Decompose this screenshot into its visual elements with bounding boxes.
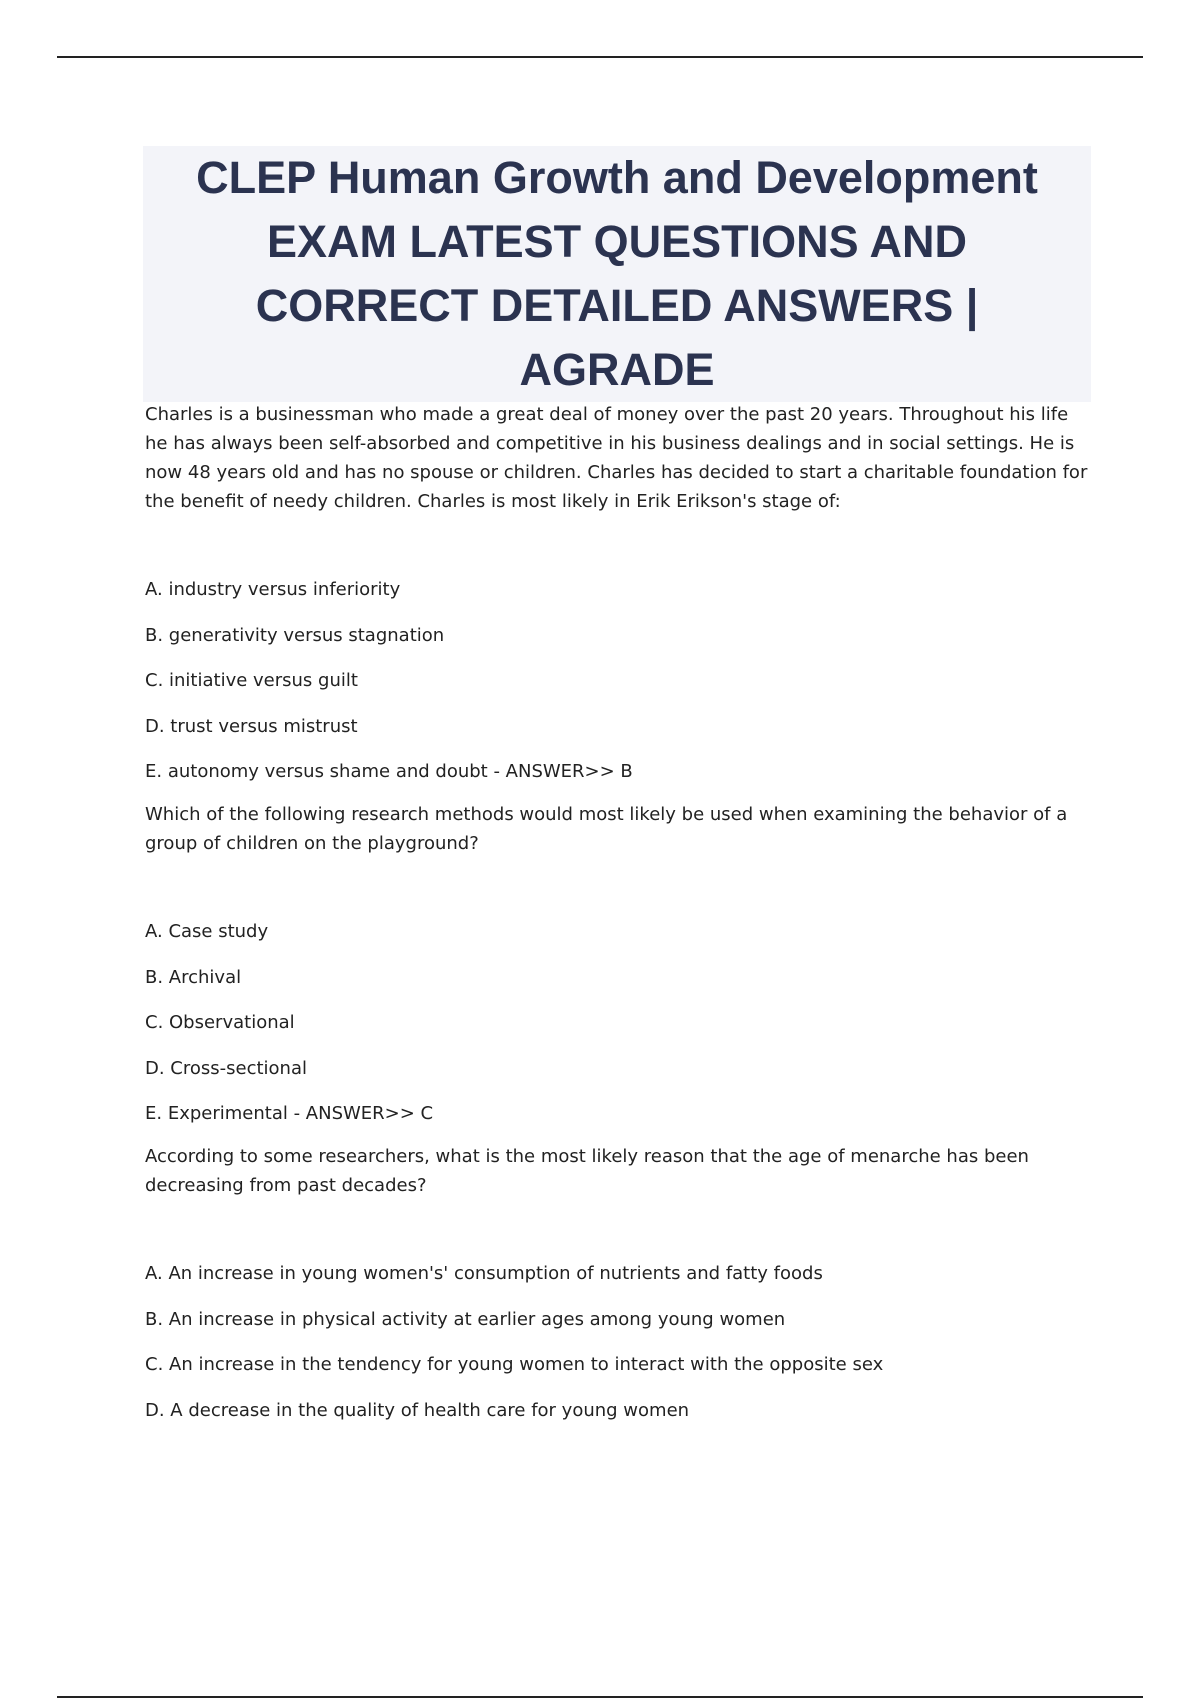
answer-option: B. An increase in physical activity at earlier ages among young women [145, 1308, 786, 1330]
question-stem: Which of the following research methods would most likely be used when examining the behavior of a group of children on the playground? [145, 804, 1068, 854]
question-1 [145, 400, 1090, 800]
spacer [145, 516, 1090, 575]
answer-option: D. A decrease in the quality of health care for young women [145, 1399, 690, 1421]
answer-option: E. autonomy versus shame and doubt - ANSWER>> B [145, 761, 633, 782]
question-2 [145, 800, 1090, 1142]
answer-option: A. An increase in young women's' consumption of nutrients and fatty foods [145, 1263, 823, 1284]
answer-option: B. Archival [145, 966, 242, 988]
answer-option: D. trust versus mistrust [145, 715, 358, 737]
spacer [145, 1200, 1090, 1259]
question-stem: According to some researchers, what is the most likely reason that the age of menarche has been decreasing from past decades? [145, 1146, 1029, 1196]
title-banner [143, 146, 1091, 402]
document-body [145, 400, 1090, 1441]
document-title: CLEP Human Growth and Development EXAM LATEST QUESTIONS AND CORRECT DETAILED ANSWERS | AGRADE [196, 152, 1038, 395]
question-stem: Charles is a businessman who made a great deal of money over the past 20 years. Throughout his life he has always been self-absorbed and competitive in his business dealings and in social settings. He is now 48 years old and has no spouse or children. Charles has decided to start a charitable foundation for the benefit of needy children. Charles is most likely in Erik Erikson's stage of: [145, 404, 1088, 512]
spacer [145, 858, 1090, 917]
answer-option: A. industry versus inferiority [145, 579, 401, 600]
answer-option: A. Case study [145, 921, 269, 942]
answer-option: C. Observational [145, 1012, 295, 1033]
answer-option: C. initiative versus guilt [145, 670, 358, 691]
answer-option: D. Cross-sectional [145, 1057, 307, 1079]
answer-option: B. generativity versus stagnation [145, 624, 445, 646]
answer-option: E. Experimental - ANSWER>> C [145, 1103, 434, 1124]
bottom-divider [57, 1696, 1143, 1698]
answer-option: C. An increase in the tendency for young women to interact with the opposite sex [145, 1354, 884, 1375]
top-divider [57, 56, 1143, 58]
question-3 [145, 1142, 1090, 1441]
